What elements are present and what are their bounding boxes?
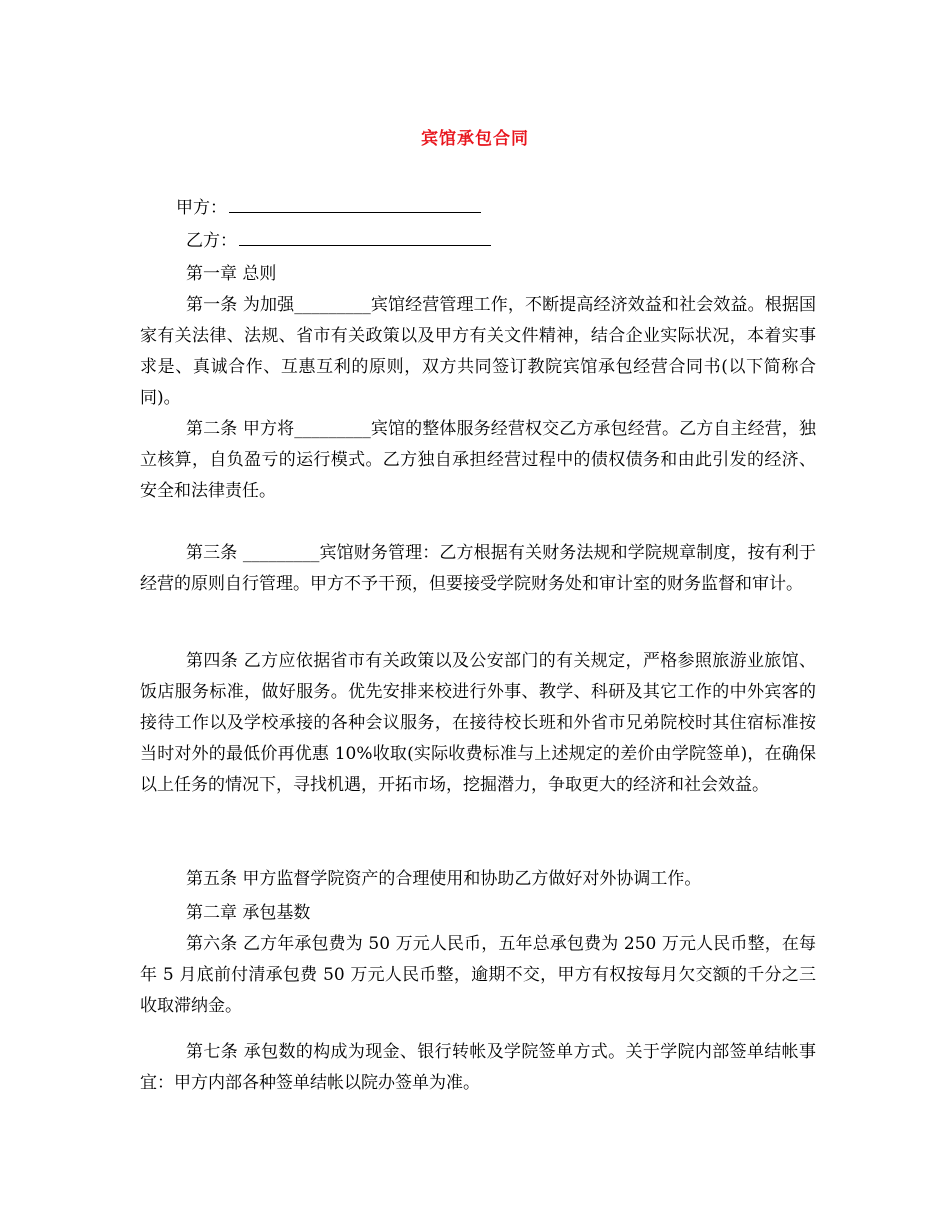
party-a-label: 甲方： <box>176 198 227 218</box>
party-a-blank <box>229 196 481 213</box>
party-b-label: 乙方： <box>186 231 237 251</box>
party-a-line <box>176 196 481 219</box>
party-b-blank <box>239 229 491 246</box>
party-b-line <box>186 229 491 252</box>
chapter-1-heading: 第一章 总则 <box>186 264 277 284</box>
chapter-2-heading: 第二章 承包基数 <box>186 903 311 923</box>
article-4: 第四条 乙方应依据省市有关政策以及公安部门的有关规定，严格参照旅游业旅馆、饭店服务标准，做好服务。优先安排来校进行外事、教学、科研及其它工作的中外宾客的接待工作以及学校承接的各种会议服务，在接待校长班和外省市兄弟院校时其住宿标准按当时对外的最低价再优惠 10%收取(实际收费标准与上述规定的差价由学院签单)，在确保以上任务的情况下，寻找机遇，开拓市场，挖掘潜力，争取更大的经济和社会效益。 <box>140 651 816 795</box>
article-2: 第二条 甲方将_________宾馆的整体服务经营权交乙方承包经营。乙方自主经营，独立核算，自负盈亏的运行模式。乙方独自承担经营过程中的债权债务和由此引发的经济、安全和法律责任。 <box>140 419 816 501</box>
article-6: 第六条 乙方年承包费为 50 万元人民币，五年总承包费为 250 万元人民币整，在每年 5 月底前付清承包费 50 万元人民币整，逾期不交，甲方有权按每月欠交额的千分之三收取滞纳金。 <box>140 934 816 1016</box>
article-5: 第五条 甲方监督学院资产的合理使用和协助乙方做好对外协调工作。 <box>186 869 702 889</box>
document-title: 宾馆承包合同 <box>421 129 529 149</box>
article-7: 第七条 承包数的构成为现金、银行转帐及学院签单方式。关于学院内部签单结帐事宜：甲方内部各种签单结帐以院办签单为准。 <box>140 1042 816 1093</box>
article-1: 第一条 为加强_________宾馆经营管理工作，不断提高经济效益和社会效益。根据国家有关法律、法规、省市有关政策以及甲方有关文件精神，结合企业实际状况，本着实事求是、真诚合作、互惠互利的原则，双方共同签订教院宾馆承包经营合同书(以下简称合同)。 <box>140 295 816 408</box>
article-3: 第三条 _________宾馆财务管理：乙方根据有关财务法规和学院规章制度，按有利于经营的原则自行管理。甲方不予干预，但要接受学院财务处和审计室的财务监督和审计。 <box>140 543 816 594</box>
